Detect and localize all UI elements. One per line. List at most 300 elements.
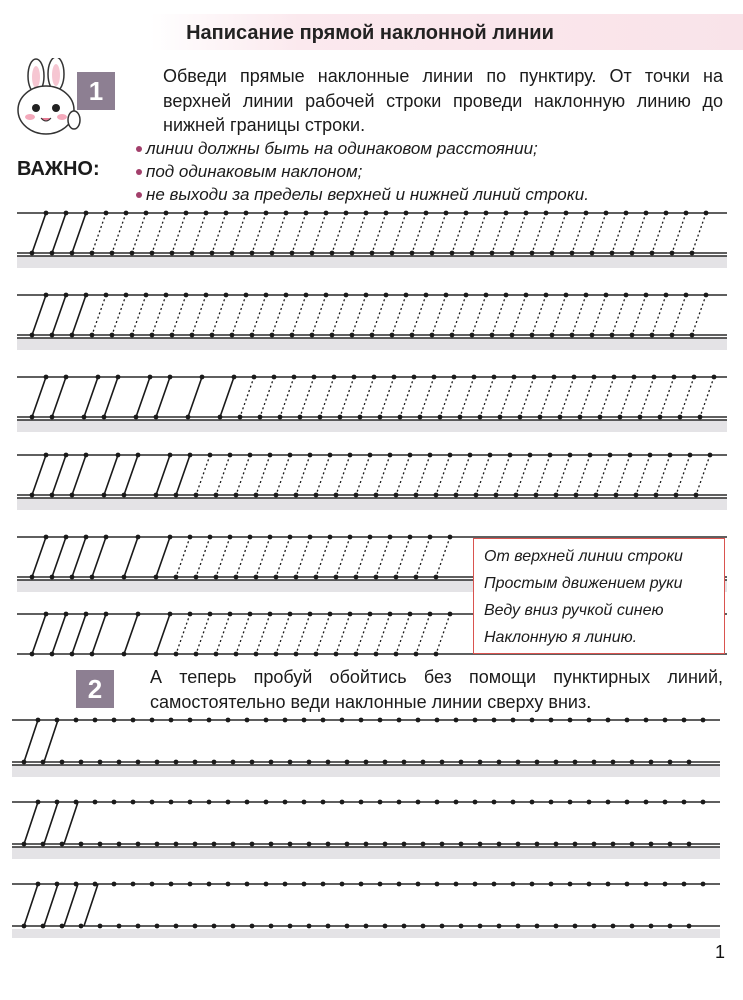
start-dot bbox=[492, 718, 497, 723]
dotted-slant-line bbox=[696, 455, 710, 495]
start-dot bbox=[55, 718, 60, 723]
start-dot bbox=[238, 415, 243, 420]
dotted-slant-line bbox=[392, 295, 406, 335]
start-dot bbox=[604, 293, 609, 298]
dotted-slant-line bbox=[616, 455, 630, 495]
dotted-slant-line bbox=[592, 213, 606, 253]
start-dot bbox=[112, 800, 117, 805]
start-dot bbox=[234, 575, 239, 580]
dotted-slant-line bbox=[236, 537, 250, 577]
start-dot bbox=[79, 760, 84, 765]
start-dot bbox=[170, 333, 175, 338]
start-dot bbox=[174, 842, 179, 847]
dotted-slant-line bbox=[692, 213, 706, 253]
start-dot bbox=[30, 251, 35, 256]
start-dot bbox=[79, 924, 84, 929]
dotted-slant-line bbox=[336, 455, 350, 495]
start-dot bbox=[210, 333, 215, 338]
start-dot bbox=[672, 375, 677, 380]
start-dot bbox=[592, 375, 597, 380]
page-number: 1 bbox=[715, 942, 726, 962]
start-dot bbox=[288, 535, 293, 540]
start-dot bbox=[245, 800, 250, 805]
start-dot bbox=[704, 211, 709, 216]
start-dot bbox=[283, 800, 288, 805]
start-dot bbox=[250, 333, 255, 338]
start-dot bbox=[117, 760, 122, 765]
start-dot bbox=[314, 652, 319, 657]
start-dot bbox=[578, 415, 583, 420]
start-dot bbox=[630, 842, 635, 847]
start-dot bbox=[168, 375, 173, 380]
start-dot bbox=[402, 924, 407, 929]
start-dot bbox=[188, 453, 193, 458]
solid-slant-line bbox=[136, 377, 150, 417]
start-dot bbox=[530, 251, 535, 256]
start-dot bbox=[354, 652, 359, 657]
dotted-slant-line bbox=[112, 295, 126, 335]
start-dot bbox=[131, 800, 136, 805]
start-dot bbox=[414, 652, 419, 657]
start-dot bbox=[684, 211, 689, 216]
solid-slant-line bbox=[124, 537, 138, 577]
start-dot bbox=[136, 453, 141, 458]
dotted-slant-line bbox=[332, 213, 346, 253]
solid-slant-line bbox=[44, 720, 58, 762]
start-dot bbox=[412, 375, 417, 380]
start-dot bbox=[511, 882, 516, 887]
start-dot bbox=[310, 333, 315, 338]
start-dot bbox=[544, 211, 549, 216]
start-dot bbox=[110, 251, 115, 256]
start-dot bbox=[473, 882, 478, 887]
start-dot bbox=[228, 612, 233, 617]
dotted-slant-line bbox=[476, 455, 490, 495]
start-dot bbox=[310, 251, 315, 256]
start-dot bbox=[416, 718, 421, 723]
start-dot bbox=[484, 293, 489, 298]
dotted-slant-line bbox=[420, 377, 434, 417]
start-dot bbox=[274, 493, 279, 498]
start-dot bbox=[478, 924, 483, 929]
dotted-slant-line bbox=[212, 213, 226, 253]
start-dot bbox=[625, 800, 630, 805]
start-dot bbox=[611, 842, 616, 847]
start-dot bbox=[90, 333, 95, 338]
solid-slant-line bbox=[72, 295, 86, 335]
start-dot bbox=[604, 211, 609, 216]
start-dot bbox=[459, 924, 464, 929]
start-dot bbox=[174, 575, 179, 580]
start-dot bbox=[414, 575, 419, 580]
solid-slant-line bbox=[24, 884, 38, 926]
start-dot bbox=[174, 652, 179, 657]
start-dot bbox=[498, 415, 503, 420]
start-dot bbox=[472, 375, 477, 380]
start-dot bbox=[350, 333, 355, 338]
solid-slant-line bbox=[156, 377, 170, 417]
start-dot bbox=[606, 800, 611, 805]
start-dot bbox=[430, 251, 435, 256]
start-dot bbox=[350, 251, 355, 256]
start-dot bbox=[155, 842, 160, 847]
start-dot bbox=[688, 453, 693, 458]
start-dot bbox=[208, 535, 213, 540]
start-dot bbox=[610, 333, 615, 338]
dotted-slant-line bbox=[192, 213, 206, 253]
start-dot bbox=[490, 251, 495, 256]
start-dot bbox=[444, 211, 449, 216]
dotted-slant-line bbox=[256, 614, 270, 654]
dotted-slant-line bbox=[356, 614, 370, 654]
start-dot bbox=[207, 882, 212, 887]
start-dot bbox=[250, 842, 255, 847]
start-dot bbox=[564, 293, 569, 298]
start-dot bbox=[110, 333, 115, 338]
dotted-slant-line bbox=[440, 377, 454, 417]
solid-slant-line bbox=[220, 377, 234, 417]
start-dot bbox=[148, 375, 153, 380]
start-dot bbox=[573, 924, 578, 929]
start-dot bbox=[84, 535, 89, 540]
dotted-slant-line bbox=[336, 537, 350, 577]
dotted-slant-line bbox=[272, 295, 286, 335]
start-dot bbox=[378, 800, 383, 805]
start-dot bbox=[234, 652, 239, 657]
start-dot bbox=[701, 800, 706, 805]
dotted-slant-line bbox=[372, 213, 386, 253]
start-dot bbox=[464, 293, 469, 298]
dotted-slant-line bbox=[316, 614, 330, 654]
start-dot bbox=[368, 612, 373, 617]
page-title: Написание прямой наклонной линии bbox=[186, 22, 554, 44]
start-dot bbox=[394, 575, 399, 580]
start-dot bbox=[340, 882, 345, 887]
start-dot bbox=[55, 800, 60, 805]
start-dot bbox=[212, 924, 217, 929]
start-dot bbox=[284, 293, 289, 298]
poem-line: Простым движением руки bbox=[484, 575, 683, 592]
dotted-slant-line bbox=[312, 295, 326, 335]
start-dot bbox=[308, 612, 313, 617]
start-dot bbox=[224, 211, 229, 216]
start-dot bbox=[326, 760, 331, 765]
dotted-slant-line bbox=[532, 295, 546, 335]
dotted-slant-line bbox=[236, 455, 250, 495]
start-dot bbox=[644, 800, 649, 805]
start-dot bbox=[204, 211, 209, 216]
start-dot bbox=[231, 924, 236, 929]
start-dot bbox=[307, 760, 312, 765]
solid-slant-line bbox=[52, 614, 66, 654]
start-dot bbox=[318, 415, 323, 420]
start-dot bbox=[93, 718, 98, 723]
start-dot bbox=[514, 493, 519, 498]
start-dot bbox=[64, 453, 69, 458]
dotted-slant-line bbox=[112, 213, 126, 253]
gap-band bbox=[12, 929, 720, 938]
solid-slant-line bbox=[44, 802, 58, 844]
start-dot bbox=[678, 415, 683, 420]
solid-slant-line bbox=[156, 537, 170, 577]
dotted-slant-line bbox=[460, 377, 474, 417]
start-dot bbox=[169, 882, 174, 887]
start-dot bbox=[345, 924, 350, 929]
start-dot bbox=[328, 612, 333, 617]
dotted-slant-line bbox=[572, 213, 586, 253]
start-dot bbox=[41, 924, 46, 929]
dotted-slant-line bbox=[632, 213, 646, 253]
start-dot bbox=[150, 251, 155, 256]
start-dot bbox=[473, 800, 478, 805]
start-dot bbox=[193, 924, 198, 929]
solid-slant-line bbox=[188, 377, 202, 417]
dotted-slant-line bbox=[376, 537, 390, 577]
start-dot bbox=[122, 652, 127, 657]
solid-slant-line bbox=[24, 720, 38, 762]
start-dot bbox=[44, 293, 49, 298]
start-dot bbox=[248, 453, 253, 458]
start-dot bbox=[490, 333, 495, 338]
start-dot bbox=[308, 535, 313, 540]
start-dot bbox=[435, 718, 440, 723]
dotted-slant-line bbox=[376, 614, 390, 654]
dotted-slant-line bbox=[596, 455, 610, 495]
start-dot bbox=[712, 375, 717, 380]
dotted-slant-line bbox=[152, 213, 166, 253]
start-dot bbox=[44, 535, 49, 540]
start-dot bbox=[104, 535, 109, 540]
start-dot bbox=[345, 842, 350, 847]
start-dot bbox=[408, 612, 413, 617]
start-dot bbox=[468, 453, 473, 458]
start-dot bbox=[50, 493, 55, 498]
solid-slant-line bbox=[104, 455, 118, 495]
start-dot bbox=[516, 760, 521, 765]
start-dot bbox=[554, 760, 559, 765]
start-dot bbox=[638, 415, 643, 420]
start-dot bbox=[144, 211, 149, 216]
dotted-slant-line bbox=[272, 213, 286, 253]
start-dot bbox=[421, 842, 426, 847]
start-dot bbox=[352, 375, 357, 380]
start-dot bbox=[524, 293, 529, 298]
start-dot bbox=[334, 493, 339, 498]
start-dot bbox=[102, 415, 107, 420]
start-dot bbox=[70, 652, 75, 657]
start-dot bbox=[207, 800, 212, 805]
start-dot bbox=[658, 415, 663, 420]
dotted-slant-line bbox=[412, 213, 426, 253]
start-dot bbox=[598, 415, 603, 420]
dotted-slant-line bbox=[340, 377, 354, 417]
dotted-slant-line bbox=[252, 295, 266, 335]
dotted-slant-line bbox=[92, 295, 106, 335]
start-dot bbox=[668, 842, 673, 847]
dotted-slant-line bbox=[456, 455, 470, 495]
start-dot bbox=[288, 612, 293, 617]
start-dot bbox=[268, 453, 273, 458]
start-dot bbox=[212, 760, 217, 765]
start-dot bbox=[692, 375, 697, 380]
start-dot bbox=[690, 333, 695, 338]
start-dot bbox=[184, 293, 189, 298]
start-dot bbox=[36, 882, 41, 887]
start-dot bbox=[550, 333, 555, 338]
start-dot bbox=[250, 251, 255, 256]
start-dot bbox=[70, 251, 75, 256]
start-dot bbox=[98, 924, 103, 929]
dotted-slant-line bbox=[512, 213, 526, 253]
start-dot bbox=[410, 251, 415, 256]
start-dot bbox=[372, 375, 377, 380]
start-dot bbox=[224, 293, 229, 298]
dotted-slant-line bbox=[300, 377, 314, 417]
start-dot bbox=[122, 575, 127, 580]
start-dot bbox=[374, 652, 379, 657]
start-dot bbox=[44, 612, 49, 617]
start-dot bbox=[294, 575, 299, 580]
start-dot bbox=[164, 211, 169, 216]
dotted-slant-line bbox=[192, 295, 206, 335]
start-dot bbox=[50, 333, 55, 338]
start-dot bbox=[283, 882, 288, 887]
start-dot bbox=[264, 718, 269, 723]
start-dot bbox=[84, 211, 89, 216]
start-dot bbox=[290, 333, 295, 338]
start-dot bbox=[252, 375, 257, 380]
start-dot bbox=[448, 612, 453, 617]
start-dot bbox=[104, 612, 109, 617]
dotted-slant-line bbox=[232, 295, 246, 335]
start-dot bbox=[22, 842, 27, 847]
dotted-slant-line bbox=[352, 213, 366, 253]
start-dot bbox=[630, 333, 635, 338]
dotted-slant-line bbox=[296, 614, 310, 654]
start-dot bbox=[504, 293, 509, 298]
dotted-slant-line bbox=[552, 213, 566, 253]
dotted-slant-line bbox=[172, 213, 186, 253]
start-dot bbox=[174, 760, 179, 765]
start-dot bbox=[701, 882, 706, 887]
start-dot bbox=[90, 652, 95, 657]
start-dot bbox=[548, 453, 553, 458]
start-dot bbox=[606, 718, 611, 723]
dotted-slant-line bbox=[360, 377, 374, 417]
start-dot bbox=[414, 493, 419, 498]
dotted-slant-line bbox=[552, 295, 566, 335]
start-dot bbox=[650, 333, 655, 338]
start-dot bbox=[511, 718, 516, 723]
start-dot bbox=[288, 453, 293, 458]
start-dot bbox=[530, 718, 535, 723]
start-dot bbox=[50, 251, 55, 256]
start-dot bbox=[532, 375, 537, 380]
start-dot bbox=[270, 333, 275, 338]
start-dot bbox=[611, 760, 616, 765]
start-dot bbox=[200, 375, 205, 380]
dotted-slant-line bbox=[376, 455, 390, 495]
dotted-slant-line bbox=[176, 537, 190, 577]
start-dot bbox=[188, 612, 193, 617]
start-dot bbox=[328, 453, 333, 458]
start-dot bbox=[131, 718, 136, 723]
start-dot bbox=[231, 842, 236, 847]
start-dot bbox=[574, 493, 579, 498]
start-dot bbox=[154, 652, 159, 657]
start-dot bbox=[112, 718, 117, 723]
start-dot bbox=[670, 333, 675, 338]
start-dot bbox=[630, 760, 635, 765]
solid-slant-line bbox=[52, 213, 66, 253]
start-dot bbox=[392, 375, 397, 380]
start-dot bbox=[378, 415, 383, 420]
start-dot bbox=[268, 612, 273, 617]
start-dot bbox=[663, 800, 668, 805]
dotted-slant-line bbox=[600, 377, 614, 417]
start-dot bbox=[190, 333, 195, 338]
start-dot bbox=[674, 493, 679, 498]
start-dot bbox=[326, 842, 331, 847]
start-dot bbox=[188, 718, 193, 723]
start-dot bbox=[530, 882, 535, 887]
dotted-slant-line bbox=[316, 455, 330, 495]
dotted-slant-line bbox=[276, 455, 290, 495]
start-dot bbox=[245, 718, 250, 723]
start-dot bbox=[448, 535, 453, 540]
start-dot bbox=[568, 800, 573, 805]
dotted-slant-line bbox=[580, 377, 594, 417]
start-dot bbox=[292, 375, 297, 380]
dotted-slant-line bbox=[560, 377, 574, 417]
start-dot bbox=[122, 493, 127, 498]
start-dot bbox=[384, 211, 389, 216]
dotted-slant-line bbox=[416, 537, 430, 577]
start-dot bbox=[274, 575, 279, 580]
start-dot bbox=[587, 718, 592, 723]
start-dot bbox=[434, 652, 439, 657]
start-dot bbox=[592, 760, 597, 765]
start-dot bbox=[554, 924, 559, 929]
start-dot bbox=[218, 415, 223, 420]
start-dot bbox=[22, 760, 27, 765]
solid-slant-line bbox=[32, 377, 46, 417]
start-dot bbox=[418, 415, 423, 420]
start-dot bbox=[421, 760, 426, 765]
start-dot bbox=[364, 211, 369, 216]
start-dot bbox=[516, 842, 521, 847]
start-dot bbox=[649, 924, 654, 929]
start-dot bbox=[283, 718, 288, 723]
start-dot bbox=[663, 718, 668, 723]
start-dot bbox=[570, 251, 575, 256]
start-dot bbox=[549, 718, 554, 723]
solid-slant-line bbox=[72, 213, 86, 253]
solid-slant-line bbox=[84, 884, 98, 926]
start-dot bbox=[324, 211, 329, 216]
dotted-slant-line bbox=[620, 377, 634, 417]
start-dot bbox=[264, 882, 269, 887]
start-dot bbox=[530, 800, 535, 805]
start-dot bbox=[60, 842, 65, 847]
start-dot bbox=[394, 493, 399, 498]
rule-item: не выходи за пределы верхней и нижней линий строки. bbox=[136, 183, 589, 206]
start-dot bbox=[150, 718, 155, 723]
start-dot bbox=[332, 375, 337, 380]
start-dot bbox=[552, 375, 557, 380]
start-dot bbox=[434, 575, 439, 580]
start-dot bbox=[450, 251, 455, 256]
